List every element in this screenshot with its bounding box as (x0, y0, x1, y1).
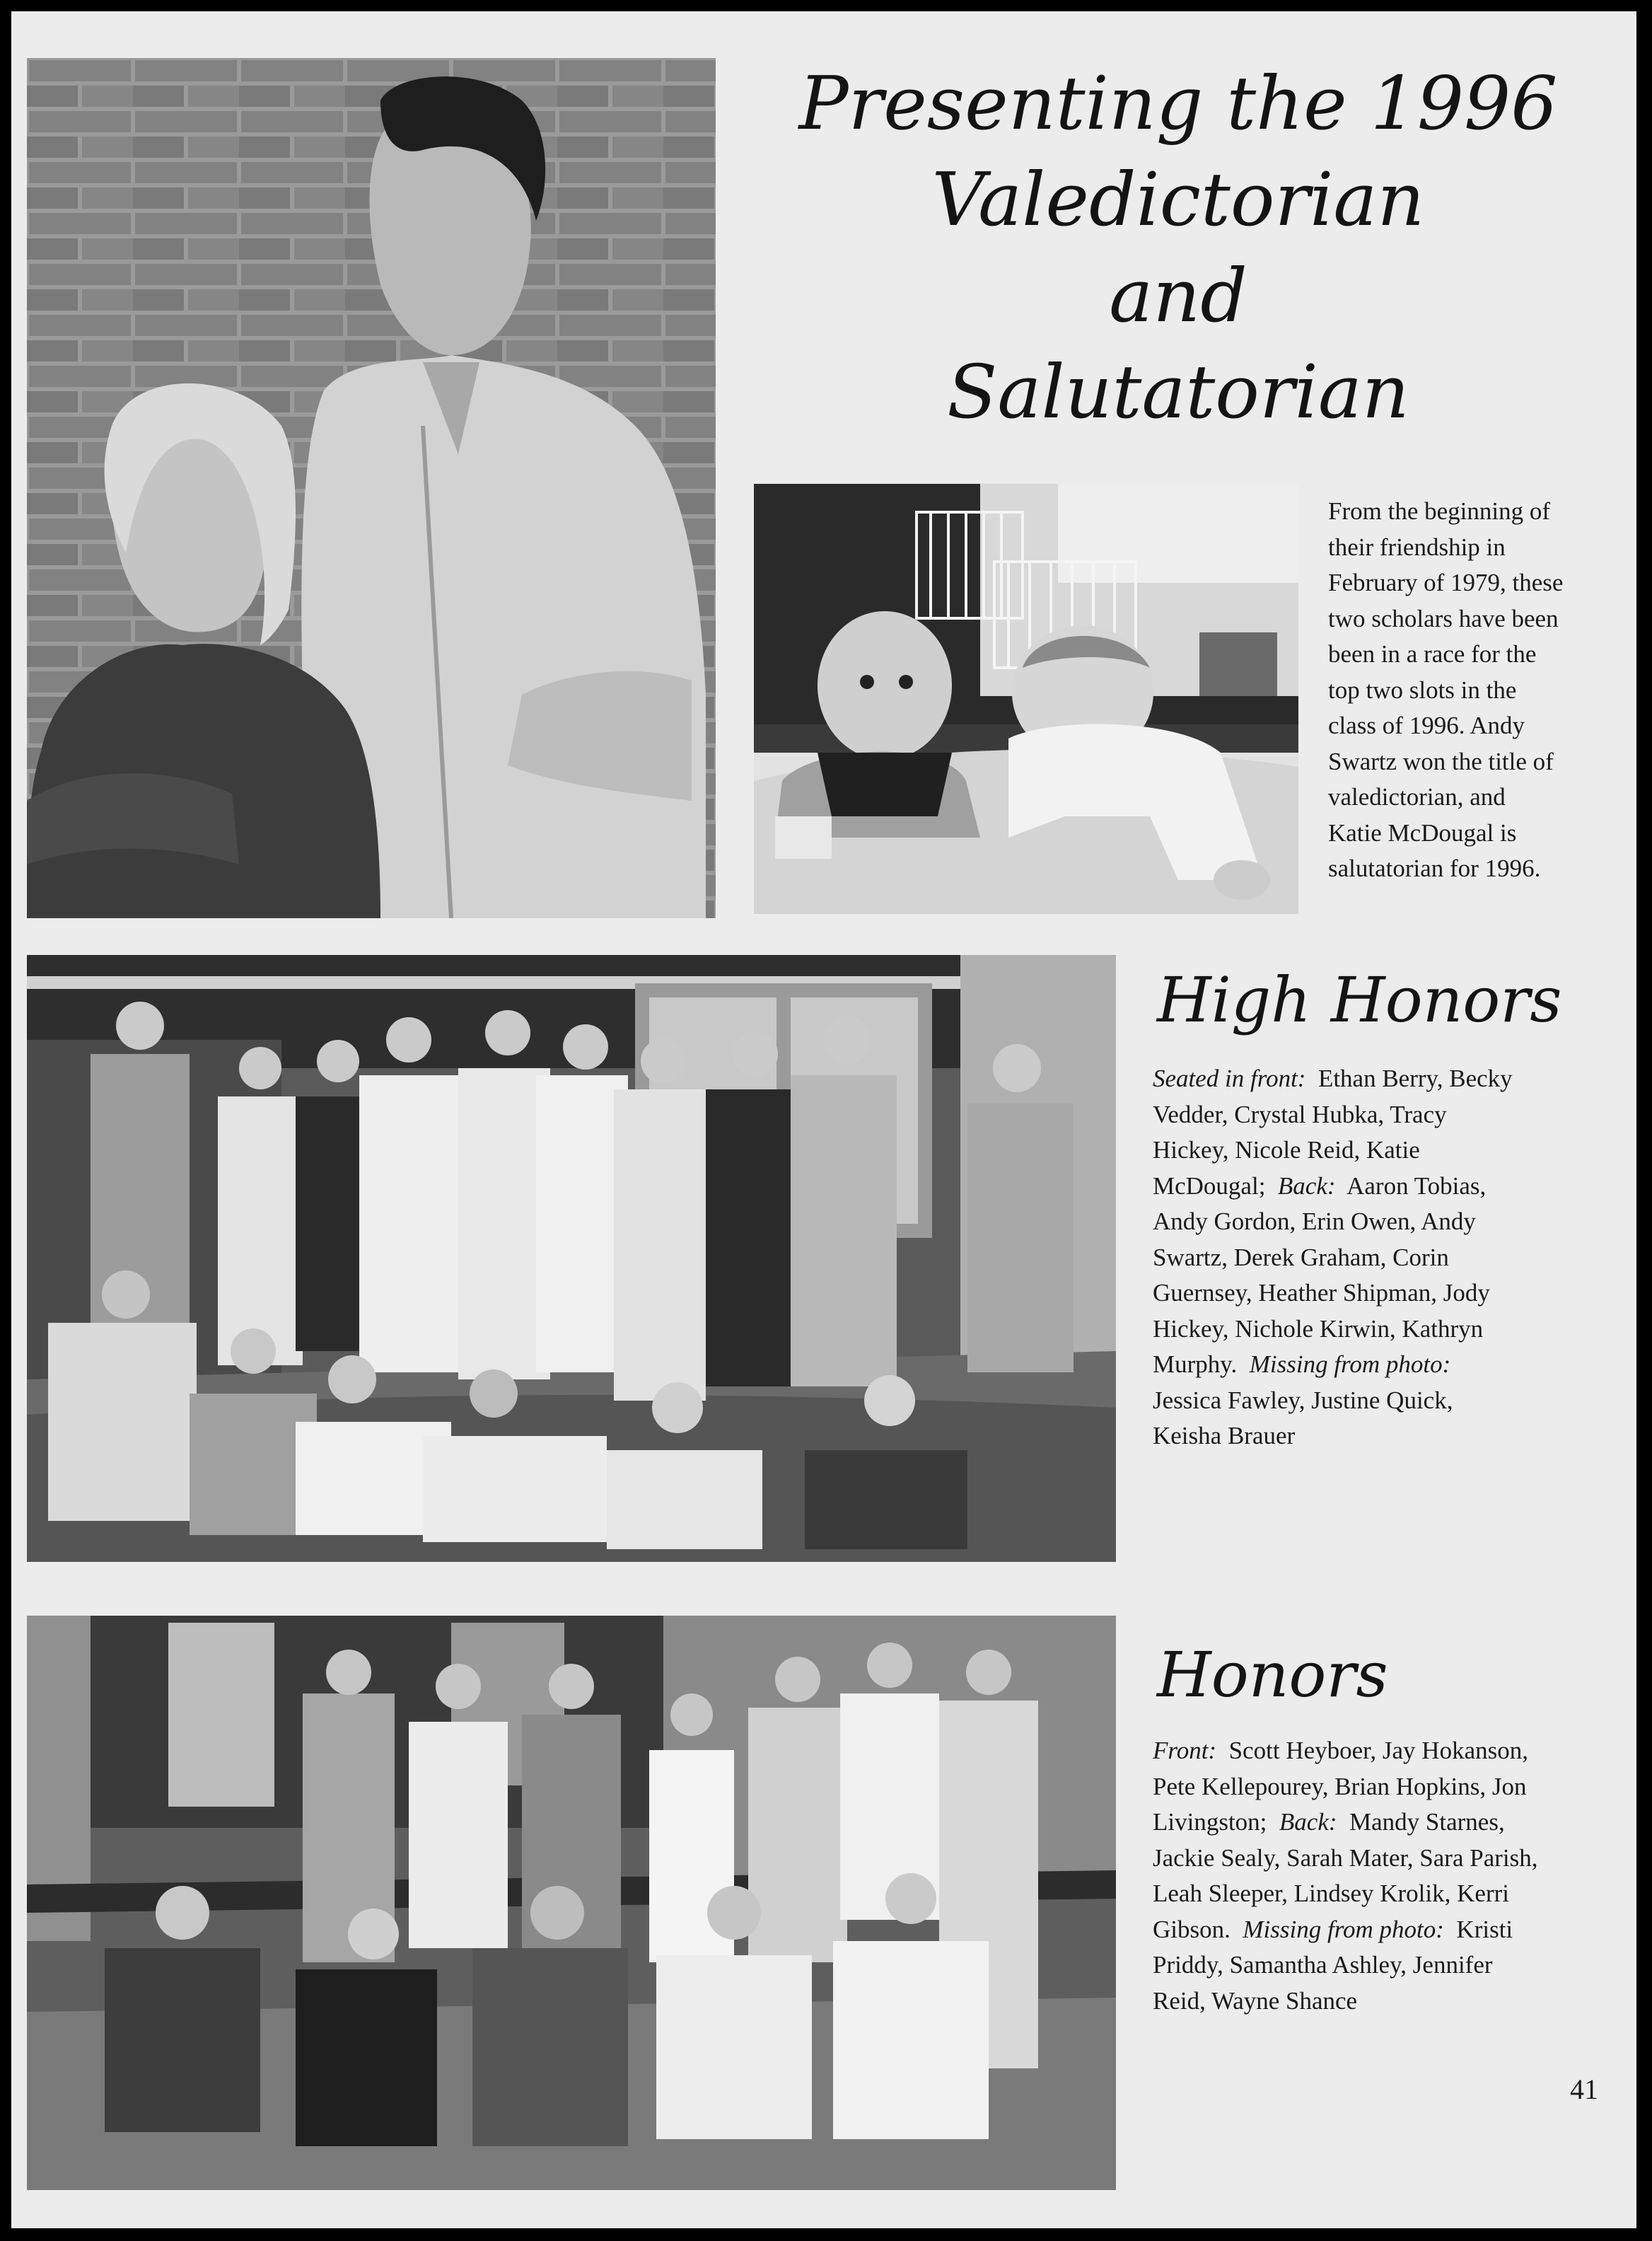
caption-text: Reid, Wayne Shance (1153, 1986, 1358, 2015)
portrait-photo (27, 58, 716, 918)
high-honors-caption (1153, 1061, 1619, 1454)
caption-text: Gibson. (1153, 1915, 1231, 1943)
caption-text: Vedder, Crystal Hubka, Tracy (1153, 1100, 1447, 1128)
caption-text: Pete Kellepourey, Brian Hopkins, Jon (1153, 1772, 1527, 1800)
yearbook-page (11, 11, 1636, 2228)
page-number: 41 (1570, 2073, 1598, 2105)
baby-photo (754, 484, 1298, 914)
intro-line: two scholars have been (1328, 604, 1559, 632)
caption-text: Andy Gordon, Erin Owen, Andy (1153, 1208, 1476, 1235)
caption-text: Hickey, Nicole Reid, Katie (1153, 1136, 1420, 1164)
caption-text: Murphy. (1153, 1350, 1238, 1378)
title-line-2: Valedictorian (931, 156, 1425, 243)
intro-paragraph (1328, 494, 1611, 887)
caption-text: Livingston; (1153, 1808, 1267, 1836)
intro-line: been in a race for the (1328, 640, 1537, 668)
caption-text: Jackie Sealy, Sarah Mater, Sara Parish, (1153, 1843, 1538, 1872)
missing-label: Missing from photo: (1243, 1915, 1444, 1943)
title-line-1: Presenting the 1996 (798, 60, 1558, 146)
intro-line: February of 1979, these (1328, 569, 1564, 596)
caption-text: Kristi (1456, 1915, 1513, 1943)
caption-text: Hickey, Nichole Kirwin, Kathryn (1153, 1314, 1484, 1343)
honors-caption (1153, 1733, 1628, 2019)
caption-text: Keisha Brauer (1153, 1422, 1296, 1449)
back-label: Back: (1277, 1171, 1336, 1200)
intro-line: top two slots in the (1328, 676, 1517, 704)
high-honors-heading: High Honors (1157, 963, 1562, 1036)
intro-line: Swartz won the title of (1328, 747, 1554, 775)
intro-line: salutatorian for 1996. (1328, 855, 1541, 882)
intro-line: valedictorian, and (1328, 783, 1506, 811)
caption-text: Ethan Berry, Becky (1317, 1065, 1513, 1092)
page-title (761, 55, 1595, 440)
intro-line: Katie McDougal is (1328, 818, 1517, 847)
caption-text: Aaron Tobias, (1346, 1171, 1487, 1200)
caption-text: McDougal; (1153, 1171, 1266, 1200)
caption-text: Guernsey, Heather Shipman, Jody (1153, 1279, 1490, 1307)
caption-text: Swartz, Derek Graham, Corin (1153, 1243, 1449, 1271)
back-label: Back: (1279, 1808, 1337, 1836)
honors-photo (27, 1616, 1116, 2190)
intro-line: class of 1996. Andy (1328, 712, 1525, 739)
high-honors-photo (27, 955, 1116, 1562)
honors-heading: Honors (1157, 1638, 1388, 1711)
intro-line: their friendship in (1328, 533, 1506, 561)
front-label: Front: (1153, 1737, 1217, 1764)
intro-line: From the beginning of (1328, 497, 1550, 525)
caption-text: Priddy, Samantha Ashley, Jennifer (1153, 1951, 1493, 1979)
caption-text: Leah Sleeper, Lindsey Krolik, Kerri (1153, 1880, 1509, 1907)
title-line-4: Salutatorian (947, 349, 1409, 435)
caption-text: Jessica Fawley, Justine Quick, (1153, 1386, 1453, 1414)
caption-text: Mandy Starnes, (1349, 1808, 1505, 1836)
seated-front-label: Seated in front: (1153, 1065, 1306, 1092)
title-line-3: and (1109, 253, 1247, 339)
missing-label: Missing from photo: (1249, 1350, 1451, 1378)
caption-text: Scott Heyboer, Jay Hokanson, (1228, 1737, 1528, 1764)
